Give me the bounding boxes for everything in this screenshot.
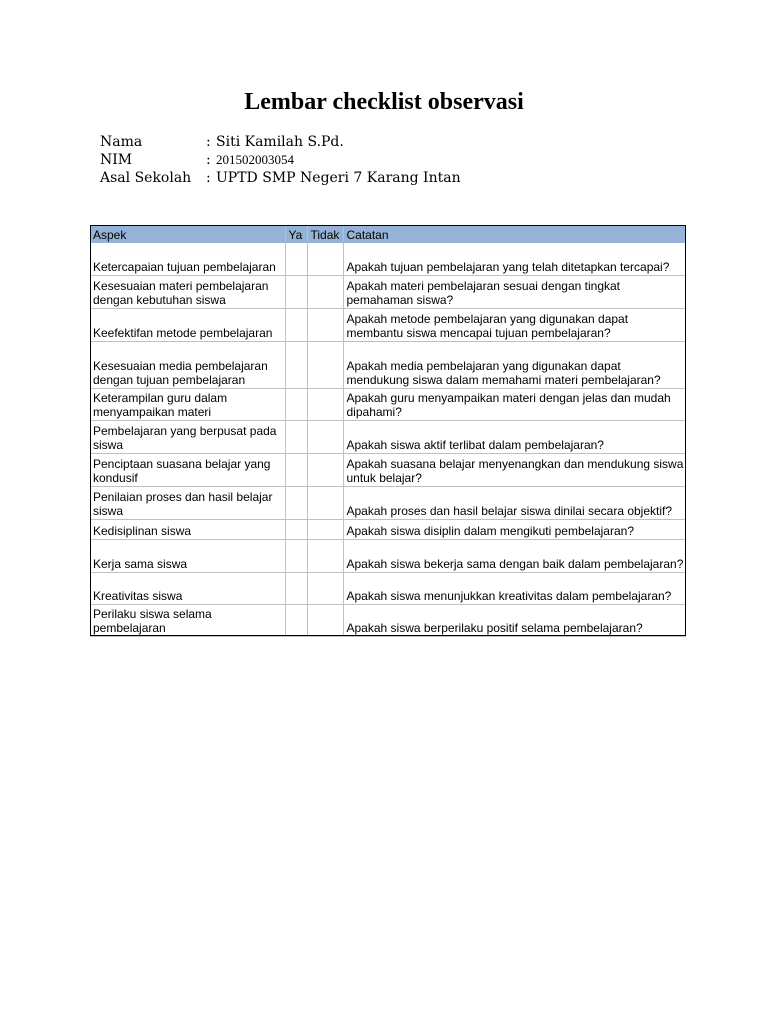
ya-checkbox-cell[interactable] [285, 275, 307, 308]
tidak-checkbox-cell[interactable] [307, 572, 343, 604]
aspek-cell: Pembelajaran yang berpusat pada siswa [90, 420, 285, 453]
info-label: NIM [100, 152, 133, 168]
ya-checkbox-cell[interactable] [285, 388, 307, 420]
document-title: Lembar checklist observasi [244, 89, 524, 115]
aspek-cell: Keefektifan metode pembelajaran [90, 308, 285, 341]
ya-checkbox-cell[interactable] [285, 453, 307, 486]
catatan-cell: Apakah siswa berperilaku positif selama pembelajaran? [343, 604, 686, 636]
catatan-cell: Apakah siswa bekerja sama dengan baik dalam pembelajaran? [343, 539, 686, 572]
ya-checkbox-cell[interactable] [285, 486, 307, 519]
table-row [90, 486, 686, 519]
tidak-checkbox-cell[interactable] [307, 420, 343, 453]
header-tidak: Tidak [307, 225, 343, 243]
ya-checkbox-cell[interactable] [285, 420, 307, 453]
info-row-asal-sekolah [100, 169, 461, 187]
table-row [90, 243, 686, 275]
info-colon: : [206, 134, 211, 150]
ya-checkbox-cell[interactable] [285, 243, 307, 275]
tidak-checkbox-cell[interactable] [307, 453, 343, 486]
aspek-cell: Penilaian proses dan hasil belajar siswa [90, 486, 285, 519]
aspek-cell: Kesesuaian materi pembelajaran dengan kebutuhan siswa [90, 275, 285, 308]
aspek-cell: Kedisiplinan siswa [90, 519, 285, 539]
info-value: UPTD SMP Negeri 7 Karang Intan [216, 170, 461, 186]
info-colon: : [206, 170, 211, 186]
ya-checkbox-cell[interactable] [285, 539, 307, 572]
table-row [90, 539, 686, 572]
table-row [90, 341, 686, 388]
aspek-cell: Ketercapaian tujuan pembelajaran [90, 243, 285, 275]
table-row [90, 519, 686, 539]
table-row [90, 604, 686, 636]
catatan-cell: Apakah siswa aktif terlibat dalam pembelajaran? [343, 420, 686, 453]
tidak-checkbox-cell[interactable] [307, 243, 343, 275]
aspek-cell: Keterampilan guru dalam menyampaikan materi [90, 388, 285, 420]
header-ya: Ya [285, 225, 307, 243]
tidak-checkbox-cell[interactable] [307, 486, 343, 519]
catatan-cell: Apakah siswa menunjukkan kreativitas dalam pembelajaran? [343, 572, 686, 604]
aspek-cell: Penciptaan suasana belajar yang kondusif [90, 453, 285, 486]
table-row [90, 453, 686, 486]
ya-checkbox-cell[interactable] [285, 519, 307, 539]
catatan-cell: Apakah proses dan hasil belajar siswa dinilai secara objektif? [343, 486, 686, 519]
table-row [90, 420, 686, 453]
aspek-cell: Kreativitas siswa [90, 572, 285, 604]
tidak-checkbox-cell[interactable] [307, 308, 343, 341]
catatan-cell: Apakah suasana belajar menyenangkan dan mendukung siswa untuk belajar? [343, 453, 686, 486]
ya-checkbox-cell[interactable] [285, 308, 307, 341]
catatan-cell: Apakah metode pembelajaran yang digunakan dapat membantu siswa mencapai tujuan pembelajaran? [343, 308, 686, 341]
aspek-cell: Perilaku siswa selama pembelajaran [90, 604, 285, 636]
ya-checkbox-cell[interactable] [285, 604, 307, 636]
info-row-nama [100, 133, 461, 151]
info-label: Asal Sekolah [100, 170, 192, 186]
tidak-checkbox-cell[interactable] [307, 604, 343, 636]
catatan-cell: Apakah siswa disiplin dalam mengikuti pembelajaran? [343, 519, 686, 539]
table-row [90, 572, 686, 604]
table-row [90, 275, 686, 308]
tidak-checkbox-cell[interactable] [307, 275, 343, 308]
table-row [90, 308, 686, 341]
ya-checkbox-cell[interactable] [285, 572, 307, 604]
info-value: Siti Kamilah S.Pd. [216, 134, 344, 150]
checklist-table [90, 225, 686, 637]
ya-checkbox-cell[interactable] [285, 341, 307, 388]
identity-block [100, 133, 461, 187]
table-row [90, 388, 686, 420]
catatan-cell: Apakah guru menyampaikan materi dengan jelas dan mudah dipahami? [343, 388, 686, 420]
aspek-cell: Kerja sama siswa [90, 539, 285, 572]
header-catatan: Catatan [343, 225, 686, 243]
table-header-row [90, 225, 686, 243]
tidak-checkbox-cell[interactable] [307, 388, 343, 420]
catatan-cell: Apakah tujuan pembelajaran yang telah ditetapkan tercapai? [343, 243, 686, 275]
info-label: Nama [100, 134, 143, 150]
tidak-checkbox-cell[interactable] [307, 519, 343, 539]
info-value: 201502003054 [216, 152, 294, 167]
info-row-nim [100, 151, 461, 169]
header-aspek: Aspek [90, 225, 285, 243]
aspek-cell: Kesesuaian media pembelajaran dengan tujuan pembelajaran [90, 341, 285, 388]
tidak-checkbox-cell[interactable] [307, 539, 343, 572]
catatan-cell: Apakah media pembelajaran yang digunakan dapat mendukung siswa dalam memahami materi pembelajaran? [343, 341, 686, 388]
catatan-cell: Apakah materi pembelajaran sesuai dengan tingkat pemahaman siswa? [343, 275, 686, 308]
info-colon: : [206, 152, 211, 168]
tidak-checkbox-cell[interactable] [307, 341, 343, 388]
